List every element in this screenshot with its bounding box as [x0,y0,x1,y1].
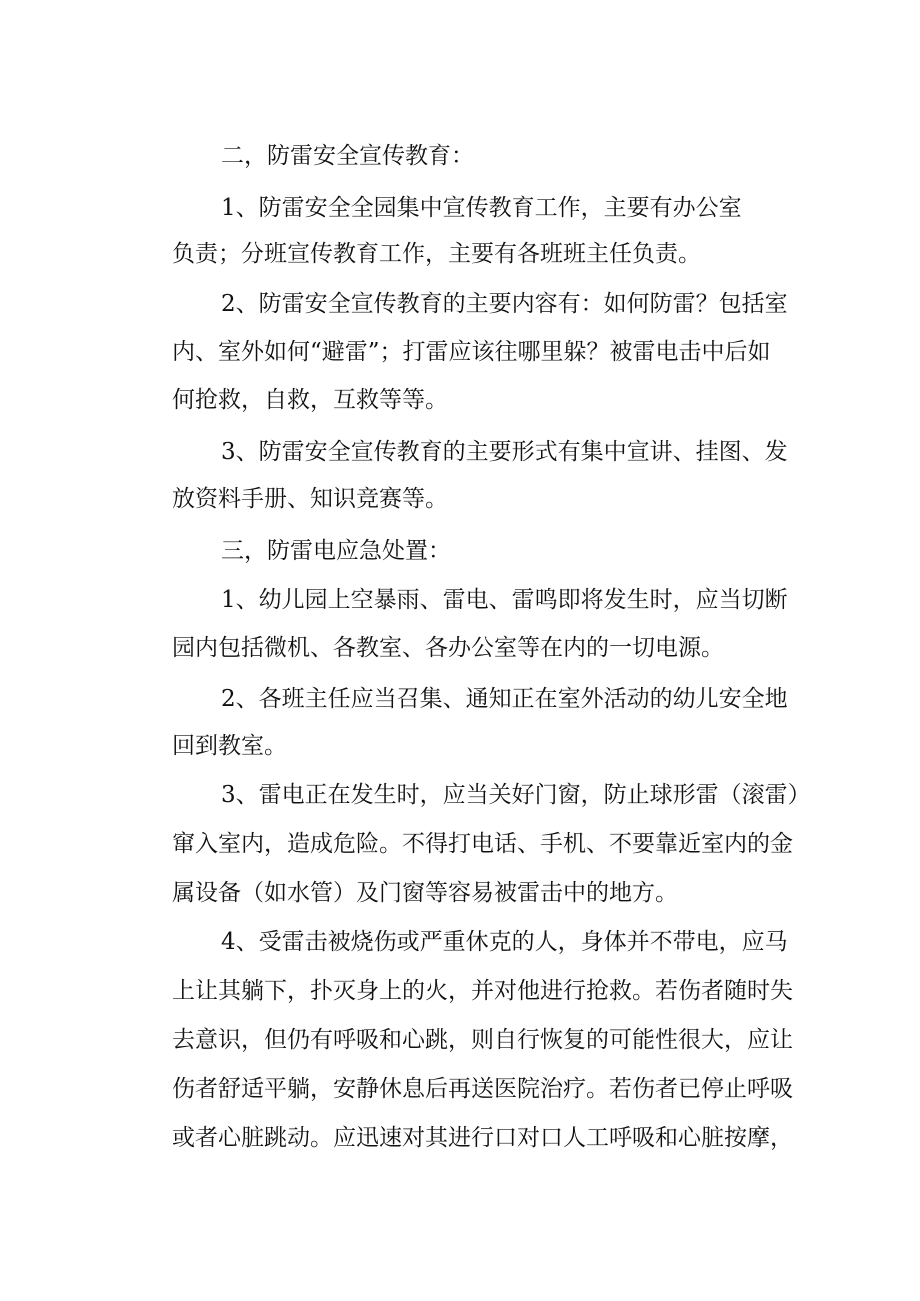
paragraph-line: 伤者舒适平躺，安静休息后再送医院治疗。若伤者已停止呼吸 [172,1076,793,1102]
paragraph-line: 2、防雷安全宣传教育的主要内容有：如何防雷？包括室 [221,291,788,317]
section-heading-emergency-handling: 三，防雷电应急处置： [221,538,451,564]
paragraph-line: 或者心脏跳动。应迅速对其进行口对口人工呼吸和心脏按摩， [172,1125,793,1151]
paragraph-line: 放资料手册、知识竞赛等。 [172,486,448,512]
paragraph-line: 4、受雷击被烧伤或严重休克的人，身体并不带电，应马 [221,929,788,955]
paragraph-line: 内、室外如何“避雷”；打雷应该往哪里躲？被雷电击中后如 [172,339,771,365]
paragraph-line: 园内包括微机、各教室、各办公室等在内的一切电源。 [172,635,724,661]
paragraph-line: 2、各班主任应当召集、通知正在室外活动的幼儿安全地 [221,686,788,712]
paragraph-line: 3、防雷安全宣传教育的主要形式有集中宣讲、挂图、发 [221,439,788,465]
paragraph-line: 负责；分班宣传教育工作，主要有各班班主任负责。 [172,241,701,267]
paragraph-line: 上让其躺下，扑灭身上的火，并对他进行抢救。若伤者随时失 [172,978,793,1004]
paragraph-line: 窜入室内，造成危险。不得打电话、手机、不要靠近室内的金 [172,831,793,857]
paragraph-line: 回到教室。 [172,733,287,759]
paragraph-line: 何抢救，自救，互救等等。 [172,387,448,413]
paragraph-line: 1、幼儿园上空暴雨、雷电、雷鸣即将发生时，应当切断 [221,587,788,613]
paragraph-line: 3、雷电正在发生时，应当关好门窗，防止球形雷（滚雷） [221,782,811,808]
paragraph-line: 属设备（如水管）及门窗等容易被雷击中的地方。 [172,880,678,906]
paragraph-line: 1、防雷安全全园集中宣传教育工作，主要有办公室 [221,195,742,221]
paragraph-line: 去意识，但仍有呼吸和心跳，则自行恢复的可能性很大，应让 [172,1027,793,1053]
section-heading-lightning-education: 二，防雷安全宣传教育： [221,143,474,169]
